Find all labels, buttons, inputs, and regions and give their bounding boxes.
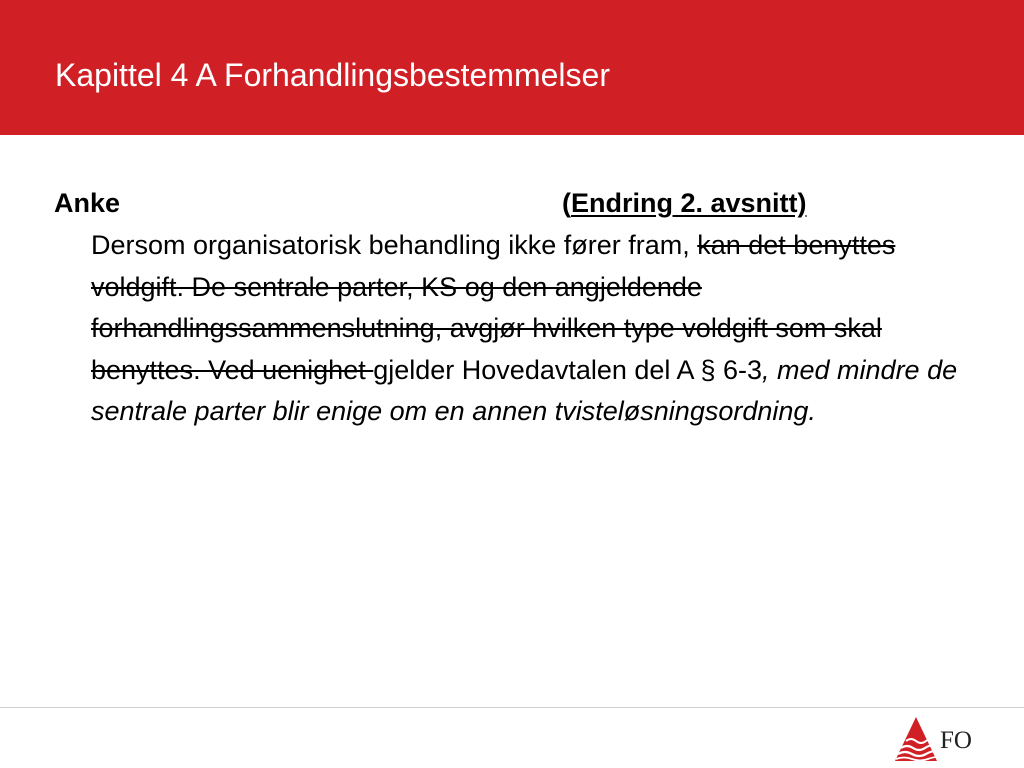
paragraph-normal-text: gjelder Hovedavtalen del A § 6-3 [373, 354, 763, 385]
section-heading-row [54, 183, 984, 225]
paragraph-italic-text: , med mindre de sentrale parter blir enige om en annen tvisteløsningsordning. [91, 354, 958, 426]
change-note-open-paren: ( [562, 188, 571, 218]
slide-content [54, 183, 984, 433]
change-note-label: Endring 2. avsnitt) [571, 188, 807, 218]
body-paragraph [54, 225, 971, 433]
section-heading: Anke [54, 188, 121, 218]
fo-flame-triangle-icon [893, 715, 939, 763]
paragraph-struck-text: kan det benyttes voldgift. De sentrale parter, KS og den angjeldende forhandlingssammenslutning, avgjør hvilken type voldgift som skal benyttes. Ved uenighet [91, 230, 896, 385]
slide-title: Kapittel 4 A Forhandlingsbestemmelser [55, 57, 610, 93]
fo-logo [893, 712, 989, 764]
fo-logo-text: FO [940, 727, 972, 754]
paragraph-intro: Dersom organisatorisk behandling ikke fører fram, [91, 230, 698, 260]
footer-divider [0, 707, 1024, 708]
change-note [562, 183, 807, 223]
